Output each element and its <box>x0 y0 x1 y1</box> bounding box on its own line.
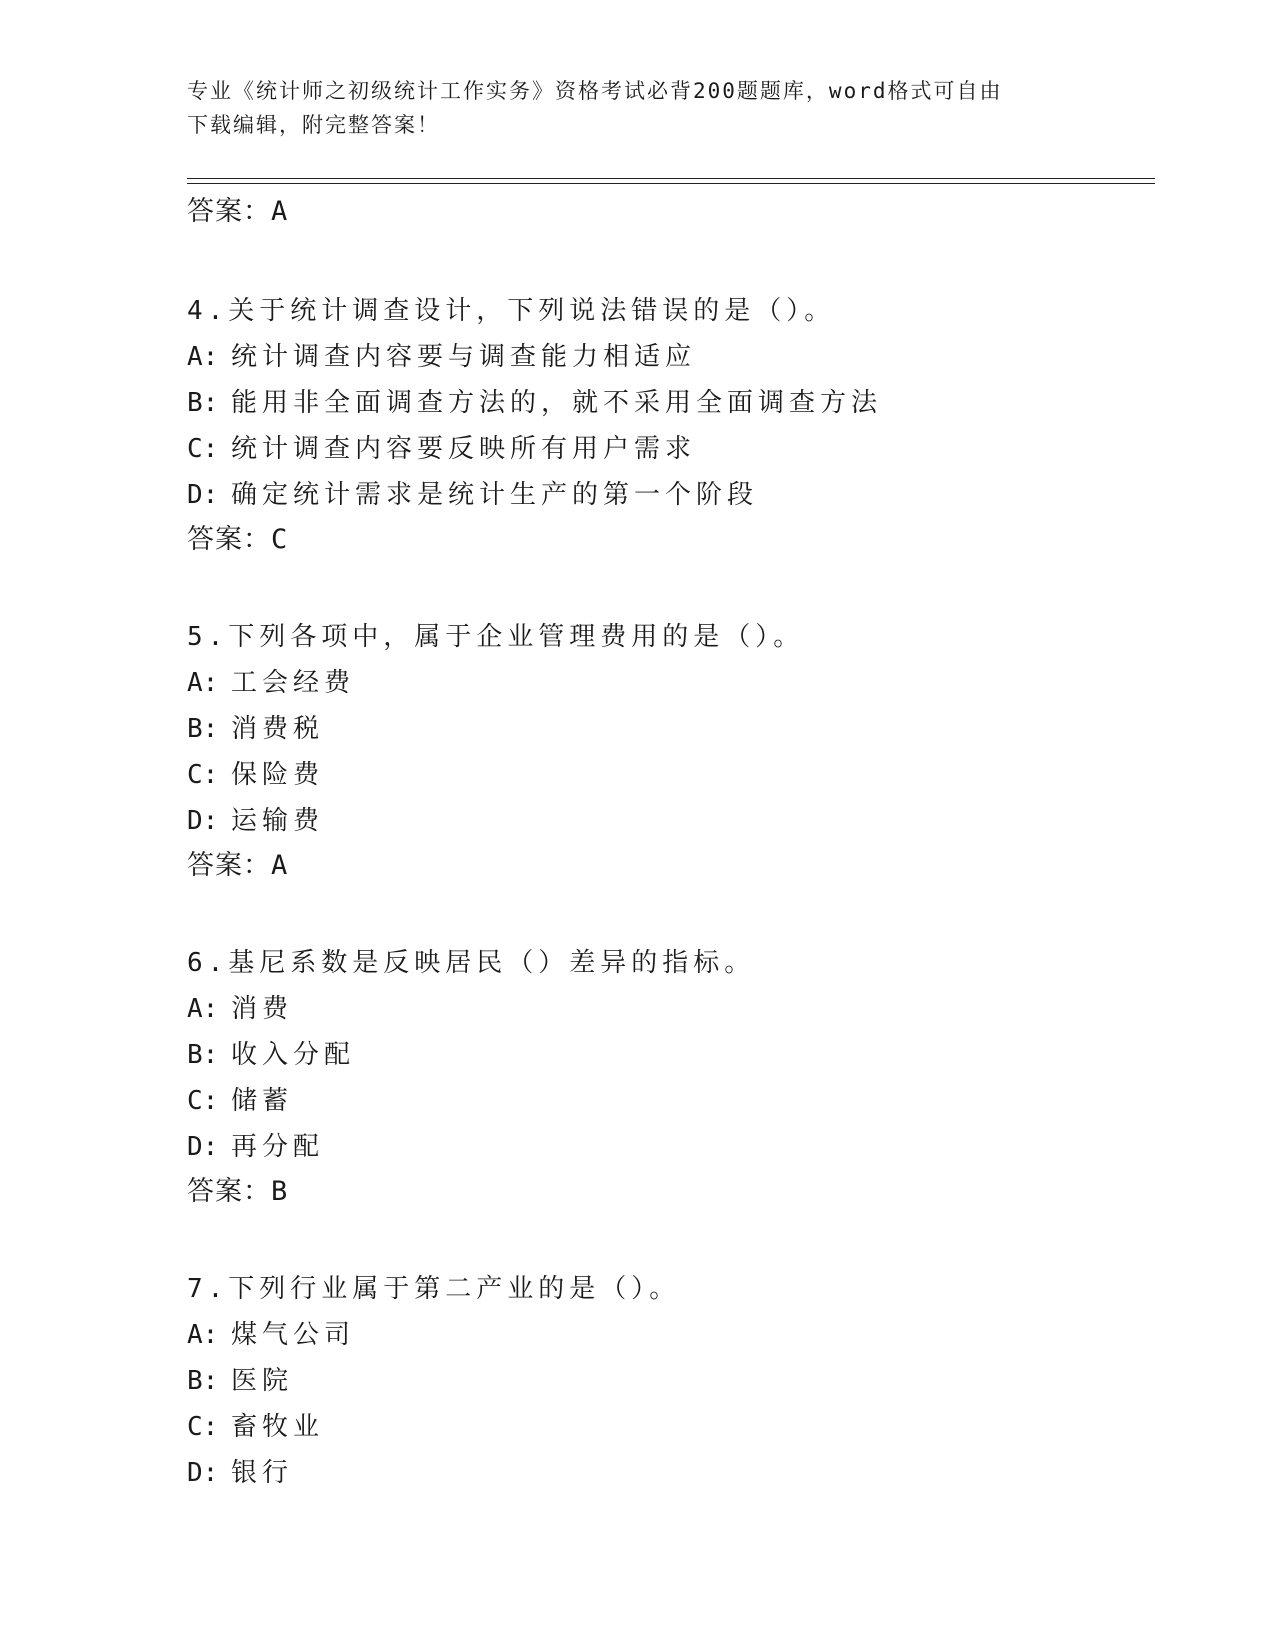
option-text: 煤气公司 <box>231 1320 356 1350</box>
header-divider-top <box>187 178 1155 179</box>
option-label: D: <box>187 806 219 836</box>
option-text: 消费 <box>231 994 294 1024</box>
option-label: A: <box>187 668 219 698</box>
option-text: 运输费 <box>231 806 325 836</box>
question-stem: 5.下列各项中，属于企业管理费用的是（）。 <box>187 622 805 652</box>
option-label: A: <box>187 342 219 372</box>
option-b <box>187 1032 1155 1078</box>
option-d <box>187 798 1155 844</box>
header-line-2: 下载编辑，附完整答案！ <box>187 113 440 137</box>
option-label: C: <box>187 1412 219 1442</box>
option-a <box>187 1312 1155 1358</box>
option-label: D: <box>187 1132 219 1162</box>
option-text: 工会经费 <box>231 668 356 698</box>
option-label: D: <box>187 1458 219 1488</box>
option-text: 确定统计需求是统计生产的第一个阶段 <box>231 480 759 510</box>
option-a <box>187 334 1155 380</box>
option-text: 医院 <box>231 1366 294 1396</box>
option-d <box>187 472 1155 518</box>
option-text: 统计调查内容要反映所有用户需求 <box>231 434 697 464</box>
option-label: B: <box>187 1040 219 1070</box>
option-label: B: <box>187 1366 219 1396</box>
option-c <box>187 1078 1155 1124</box>
header-line-1: 专业《统计师之初级统计工作实务》资格考试必背200题题库，word格式可自由 <box>187 79 1003 103</box>
option-text: 统计调查内容要与调查能力相适应 <box>231 342 697 372</box>
option-text: 畜牧业 <box>231 1412 325 1442</box>
option-label: A: <box>187 1320 219 1350</box>
option-b <box>187 380 1155 426</box>
header-divider-bottom <box>187 183 1155 184</box>
question-item <box>187 940 1155 1214</box>
option-c <box>187 426 1155 472</box>
option-text: 消费税 <box>231 714 325 744</box>
option-label: C: <box>187 760 219 790</box>
question-item <box>187 1266 1155 1496</box>
option-text: 储蓄 <box>231 1086 294 1116</box>
option-d <box>187 1450 1155 1496</box>
option-label: C: <box>187 434 219 464</box>
option-label: C: <box>187 1086 219 1116</box>
option-text: 银行 <box>231 1458 294 1488</box>
question-item <box>187 614 1155 888</box>
option-label: A: <box>187 994 219 1024</box>
option-label: D: <box>187 480 219 510</box>
answer-text: 答案：C <box>187 524 289 555</box>
question-list <box>187 190 1155 1496</box>
question-stem: 6.基尼系数是反映居民（）差异的指标。 <box>187 948 756 978</box>
option-a <box>187 986 1155 1032</box>
option-text: 保险费 <box>231 760 325 790</box>
option-c <box>187 1404 1155 1450</box>
option-d <box>187 1124 1155 1170</box>
option-b <box>187 1358 1155 1404</box>
option-label: B: <box>187 714 219 744</box>
option-a <box>187 660 1155 706</box>
option-text: 能用非全面调查方法的，就不采用全面调查方法 <box>231 388 883 418</box>
answer-text: 答案：B <box>187 1176 289 1207</box>
answer-text: 答案：A <box>187 196 289 227</box>
question-item <box>187 288 1155 562</box>
option-label: B: <box>187 388 219 418</box>
option-text: 收入分配 <box>231 1040 356 1070</box>
question-stem: 4.关于统计调查设计，下列说法错误的是（）。 <box>187 296 836 326</box>
question-stem: 7.下列行业属于第二产业的是（）。 <box>187 1274 681 1304</box>
option-b <box>187 706 1155 752</box>
option-text: 再分配 <box>231 1132 325 1162</box>
document-header <box>187 74 1067 142</box>
option-c <box>187 752 1155 798</box>
answer-text: 答案：A <box>187 850 289 881</box>
